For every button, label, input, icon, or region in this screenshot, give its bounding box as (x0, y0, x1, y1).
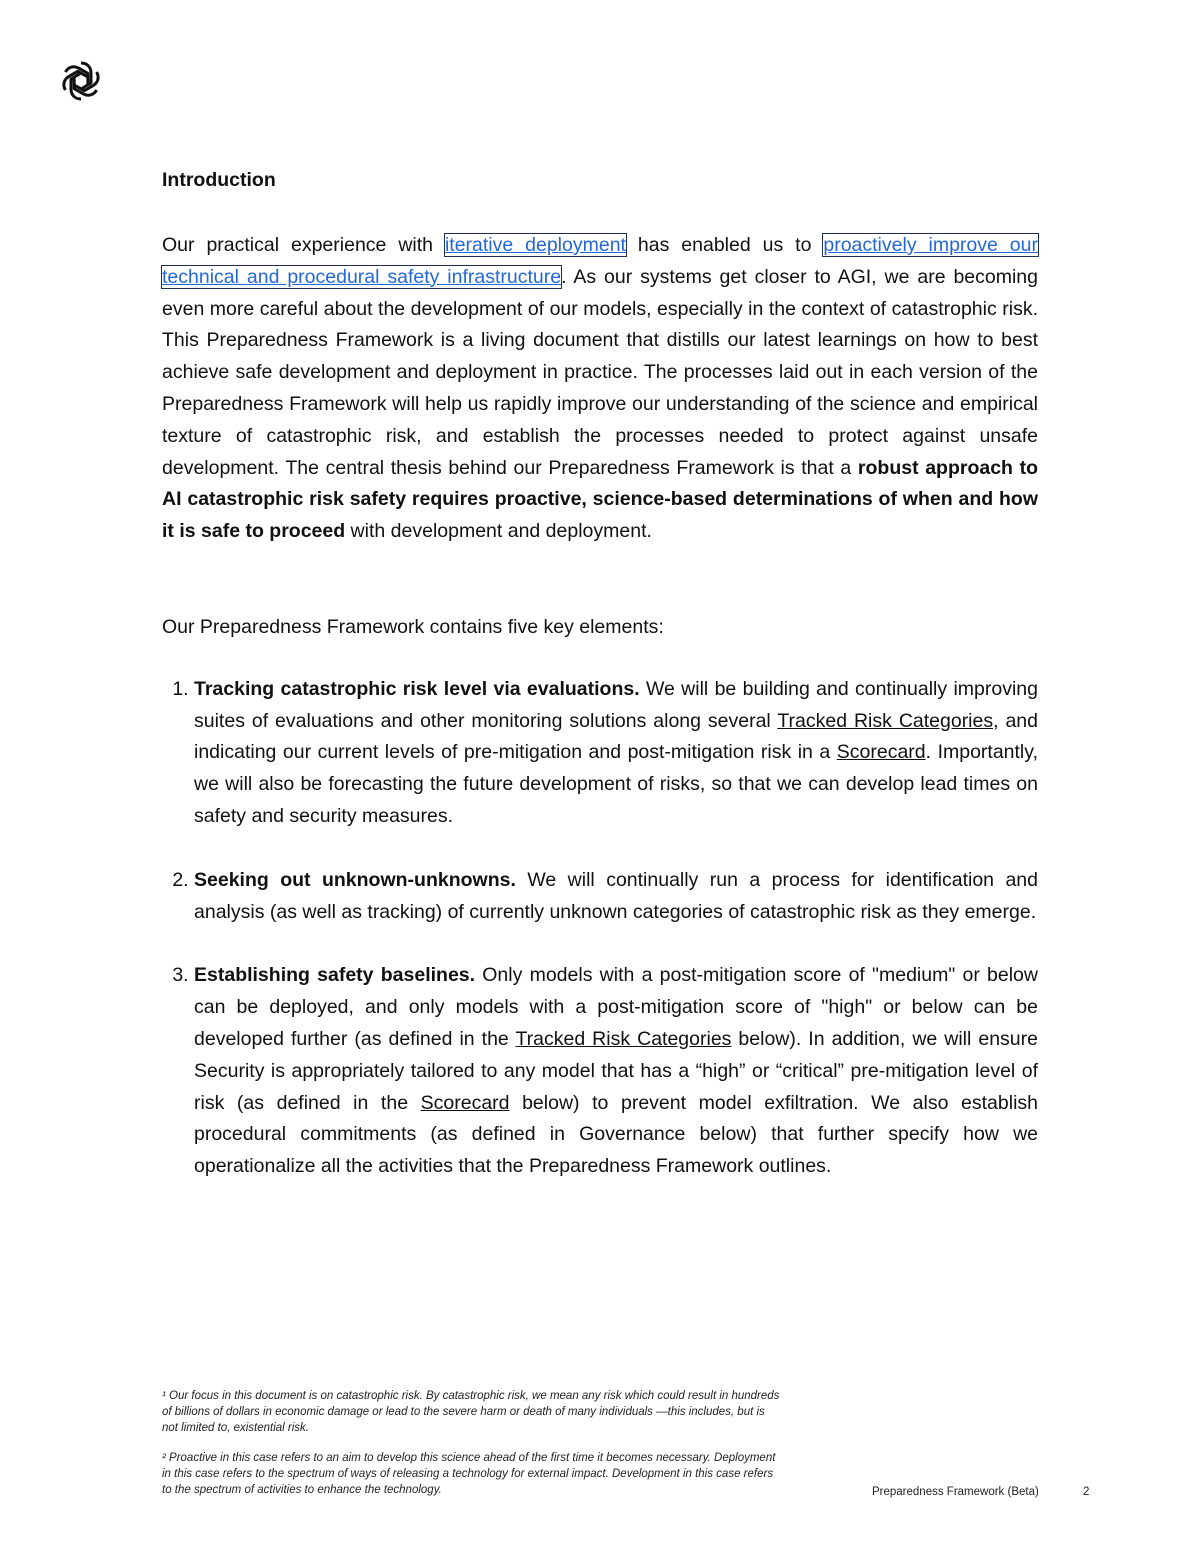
footer-title: Preparedness Framework (Beta) (872, 1486, 1039, 1498)
intro-text: with development and deployment. (345, 520, 652, 543)
intro-thesis-bold: robust approach to AI catastrophic risk safety requires proactive, science-based determinations of when and how it is safe to proceed (162, 456, 1039, 543)
list-item (194, 865, 1038, 929)
intro-text: . As our systems get closer to AGI, we are becoming even more careful about the development of our models, especially in the context of catastrophic risk. This Preparedness Framework is a living document that distills our latest learnings on how to best achieve safe development and deployment in practice. The processes laid out in each version of the Preparedness Framework will help us rapidly improve our understanding of the science and empirical texture of catastrophic risk, and establish the processes needed to protect against unsafe development. The central thesis behind our Preparedness Framework is that a (162, 265, 1039, 479)
elements-lead: Our Preparedness Framework contains five key elements: (162, 615, 664, 638)
list-item-text: We will continually run a process for identification and analysis (as well as tracking) of currently unknown categories of catastrophic risk as they emerge. (194, 868, 1038, 923)
list-item (194, 674, 1038, 833)
tracked-risk-categories-link[interactable]: Tracked Risk Categories (515, 1027, 732, 1050)
list-item-text: Only models with a post-mitigation score of "medium" or below can be deployed, and only models with a post-mitigation score of "high" or below can be developed further (as defined in the (194, 964, 1038, 1050)
page-number: 2 (1083, 1486, 1090, 1498)
list-item-text: below) to prevent model exfiltration. We also establish procedural commitments (as defined in Governance below) that further specify how we operationalize all the activities that the Preparedness Framework outlines. (194, 1091, 1038, 1178)
key-elements-list (162, 674, 1038, 1183)
list-item-title: Tracking catastrophic risk level via evaluations. (194, 677, 640, 700)
scorecard-link[interactable]: Scorecard (420, 1091, 510, 1114)
list-item-text: . Importantly, we will also be forecasting the future development of risks, so that we can develop lead times on safety and security measures. (194, 741, 1038, 827)
footnote-1: ¹ Our focus in this document is on catastrophic risk. By catastrophic risk, we mean any risk which could result in hundreds of billions of dollars in economic damage or lead to the severe harm or death of many individuals —this includes, but is not limited to, existential risk. (162, 1390, 780, 1434)
intro-paragraph (162, 230, 1038, 548)
intro-text: has enabled us to (625, 234, 824, 256)
scorecard-link[interactable]: Scorecard (836, 741, 926, 764)
safety-infrastructure-link[interactable]: proactively improve our technical and procedural safety infrastructure (162, 234, 1038, 288)
main-content (162, 166, 1038, 1215)
footnote-2: ² Proactive in this case refers to an aim to develop this science ahead of the first time it becomes necessary. Deployment in this case refers to the spectrum of ways of releasing a technology for external impact. Development in this case refers to the spectrum of activities to enhance the technology. (162, 1452, 776, 1496)
list-item (194, 960, 1038, 1183)
list-item-text: , and indicating our current levels of pre-mitigation and post-mitigation risk in a (194, 709, 1038, 764)
list-item-title: Establishing safety baselines. (194, 964, 476, 987)
section-title: Introduction (162, 169, 276, 191)
list-item-title: Seeking out unknown-unknowns. (194, 868, 516, 891)
list-item-text: We will be building and continually improving suites of evaluations and other monitoring solutions along several (194, 677, 1038, 732)
intro-text: Our practical experience with (162, 234, 445, 256)
iterative-deployment-link[interactable]: iterative deployment (444, 234, 626, 256)
list-item-text: below). In addition, we will ensure Security is appropriately tailored to any model that has a “high” or “critical” pre-mitigation level of risk (as defined in the (194, 1027, 1038, 1114)
tracked-risk-categories-link[interactable]: Tracked Risk Categories (777, 709, 994, 732)
footnotes (162, 1388, 782, 1512)
openai-logo-icon (56, 56, 106, 106)
